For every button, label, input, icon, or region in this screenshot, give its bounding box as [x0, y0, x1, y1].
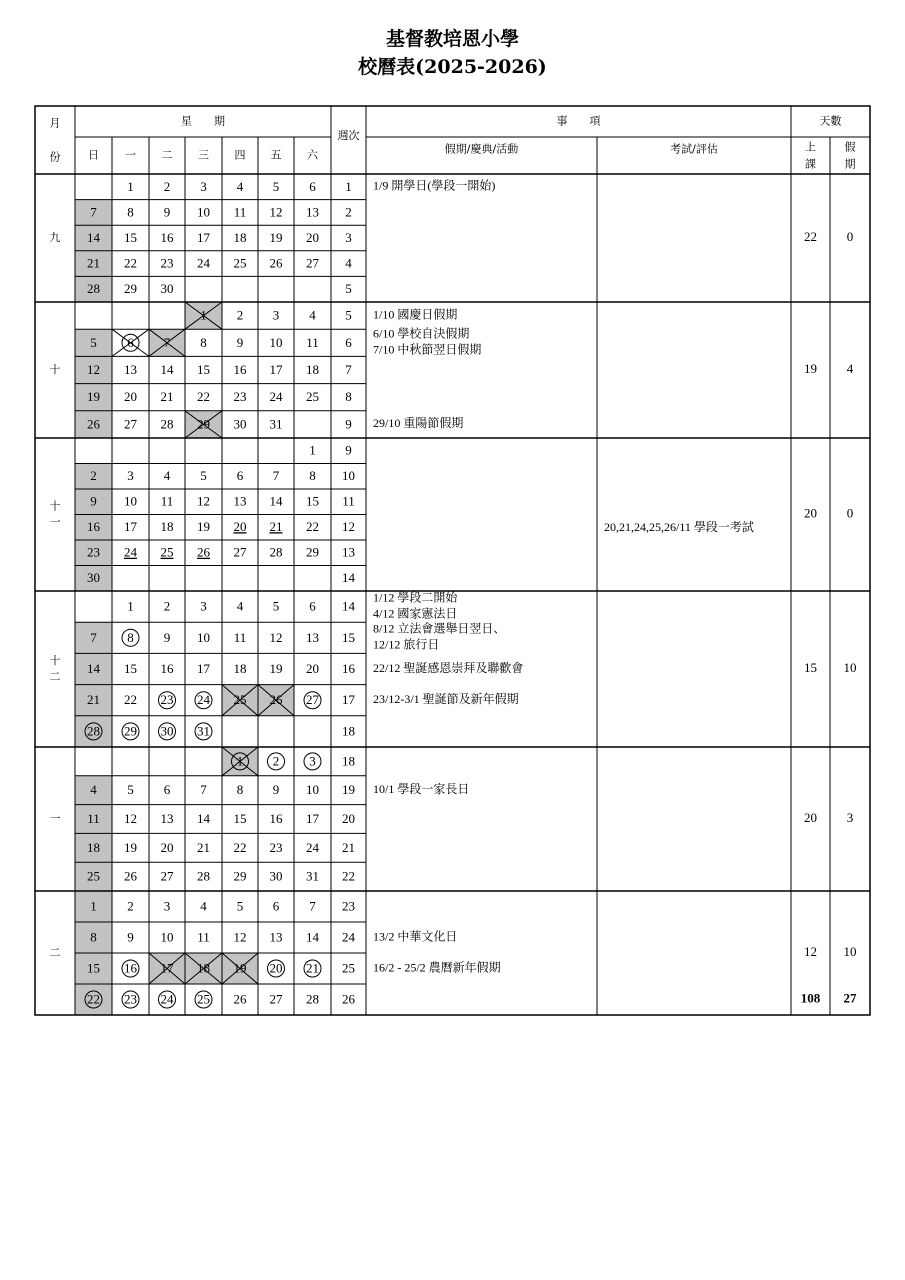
month-header: 月 — [49, 116, 61, 130]
calendar-date: 26 — [87, 416, 100, 432]
calendar-date: 8 — [90, 929, 97, 945]
calendar-date: 10 — [269, 334, 283, 350]
calendar-date: 15 — [233, 810, 247, 826]
calendar-date: 24 — [269, 389, 283, 405]
week-number: 14 — [342, 570, 355, 586]
calendar-date: 31 — [197, 723, 210, 739]
holiday-days-count: 0 — [846, 228, 854, 244]
calendar-date: 12 — [269, 204, 283, 220]
calendar-date: 24 — [124, 544, 137, 560]
calendar-date: 14 — [160, 361, 174, 377]
event-text: 13/2 中華文化日 — [373, 929, 458, 944]
calendar-date: 9 — [272, 782, 280, 798]
event-text: 1/10 國慶日假期 — [373, 307, 458, 322]
calendar-date: 21 — [87, 692, 100, 708]
calendar-date: 11 — [233, 629, 247, 645]
week-number: 5 — [345, 307, 352, 323]
calendar-date: 5 — [272, 598, 280, 614]
calendar-date: 17 — [124, 519, 137, 535]
event-text: 1/12 學段二開始 — [373, 590, 458, 605]
week-number-header: 週次 — [337, 129, 360, 142]
calendar-date: 1 — [309, 442, 316, 458]
calendar-date: 1 — [200, 307, 207, 323]
week-number: 5 — [345, 281, 352, 297]
calendar-date: 18 — [233, 660, 247, 676]
calendar-date: 16 — [124, 960, 137, 976]
calendar-date: 13 — [306, 629, 319, 645]
calendar-date: 22 — [233, 839, 247, 855]
week-number: 10 — [342, 468, 355, 484]
calendar-date: 4 — [236, 598, 244, 614]
calendar-date: 18 — [87, 839, 100, 855]
calendar-date: 14 — [87, 660, 100, 676]
calendar-date: 10 — [197, 629, 210, 645]
calendar-date: 21 — [306, 960, 319, 976]
calendar-date: 19 — [197, 519, 210, 535]
calendar-date: 29 — [306, 544, 319, 560]
calendar-date: 16 — [160, 660, 174, 676]
week-number: 18 — [342, 723, 355, 739]
calendar-date: 25 — [160, 544, 174, 560]
calendar-date: 21 — [160, 389, 174, 405]
calendar-date: 8 — [236, 782, 244, 798]
calendar-date: 17 — [160, 960, 174, 976]
calendar-date: 6 — [272, 898, 280, 914]
calendar-date: 27 — [306, 692, 319, 708]
calendar-date: 15 — [124, 229, 137, 245]
calendar-date: 13 — [269, 929, 283, 945]
calendar-date: 27 — [306, 255, 319, 271]
calendar-title: 校曆表(2025-2026) — [358, 56, 547, 78]
calendar-date: 15 — [197, 361, 210, 377]
calendar-date: 7 — [272, 468, 280, 484]
week-number: 15 — [342, 629, 355, 645]
calendar-date: 28 — [306, 991, 319, 1007]
calendar-date: 17 — [197, 660, 210, 676]
week-number: 11 — [342, 493, 355, 509]
calendar-date: 20 — [160, 839, 174, 855]
calendar-date: 8 — [200, 334, 207, 350]
week-number: 8 — [345, 389, 352, 405]
calendar-date: 16 — [233, 361, 247, 377]
month-name: 二 — [49, 946, 61, 959]
week-number: 16 — [342, 660, 355, 676]
week-number: 23 — [342, 898, 355, 914]
weekday-header: 二 — [161, 148, 173, 162]
days-group-header: 天數 — [819, 114, 842, 128]
calendar-date: 20 — [233, 519, 247, 535]
calendar-date: 2 — [163, 178, 171, 194]
calendar-date: 2 — [272, 753, 280, 769]
calendar-date: 10 — [160, 929, 174, 945]
week-number: 14 — [342, 598, 355, 614]
calendar-date: 26 — [269, 692, 283, 708]
calendar-date: 26 — [124, 868, 137, 884]
exams-column-header: 考試/評估 — [670, 142, 718, 156]
week-number: 7 — [345, 361, 352, 377]
weekday-header: 四 — [234, 148, 246, 162]
calendar-date: 28 — [160, 416, 174, 432]
event-text: 16/2 - 25/2 農曆新年假期 — [373, 960, 501, 975]
total-holiday-days: 27 — [843, 990, 857, 1006]
school-days-count: 22 — [804, 228, 817, 244]
week-number: 4 — [345, 255, 352, 271]
calendar-date: 6 — [127, 334, 134, 350]
school-days-count: 20 — [804, 505, 817, 521]
calendar-date: 5 — [127, 782, 134, 798]
event-text: 4/12 國家憲法日 — [373, 606, 458, 621]
calendar-date: 23 — [269, 839, 283, 855]
calendar-date: 30 — [233, 416, 247, 432]
calendar-date: 6 — [163, 782, 171, 798]
calendar-date: 17 — [306, 810, 319, 826]
calendar-date: 25 — [306, 389, 319, 405]
week-number: 18 — [342, 753, 355, 769]
school-name: 基督教培恩小學 — [385, 28, 519, 50]
calendar-date: 7 — [309, 898, 316, 914]
calendar-date: 6 — [236, 468, 244, 484]
calendar-date: 22 — [306, 519, 319, 535]
calendar-date: 26 — [197, 544, 210, 560]
calendar-date: 11 — [233, 204, 247, 220]
calendar-date: 13 — [124, 361, 137, 377]
holiday-days-count: 10 — [843, 943, 857, 959]
calendar-date: 4 — [90, 782, 97, 798]
calendar-date: 9 — [163, 204, 171, 220]
calendar-date: 7 — [200, 782, 207, 798]
calendar-date: 28 — [87, 723, 100, 739]
calendar-date: 20 — [306, 660, 319, 676]
holiday-days-header: 期 — [844, 157, 856, 171]
holidays-column-header: 假期/慶典/活動 — [444, 142, 519, 156]
calendar-date: 28 — [197, 868, 210, 884]
weekday-header: 三 — [198, 148, 209, 162]
calendar-date: 18 — [197, 960, 210, 976]
calendar-date: 13 — [233, 493, 247, 509]
calendar-date: 18 — [160, 519, 174, 535]
month-name: 十 — [49, 363, 61, 376]
week-number: 1 — [345, 178, 352, 194]
month-name: 二 — [49, 670, 61, 683]
calendar-date: 27 — [124, 416, 137, 432]
calendar-date: 4 — [309, 307, 316, 323]
calendar-date: 6 — [309, 178, 316, 194]
school-days-count: 20 — [804, 809, 817, 825]
calendar-date: 25 — [233, 692, 247, 708]
week-number: 13 — [342, 544, 355, 560]
calendar-date: 13 — [306, 204, 319, 220]
calendar-date: 30 — [160, 723, 174, 739]
calendar-date: 5 — [272, 178, 280, 194]
calendar-date: 18 — [233, 229, 247, 245]
calendar-date: 9 — [236, 334, 244, 350]
calendar-date: 17 — [197, 229, 210, 245]
calendar-date: 19 — [87, 389, 100, 405]
week-number: 25 — [342, 960, 355, 976]
calendar-date: 16 — [87, 519, 100, 535]
calendar-date: 31 — [306, 868, 319, 884]
calendar-date: 18 — [306, 361, 319, 377]
calendar-date: 29 — [124, 281, 137, 297]
event-text: 22/12 聖誕感恩崇拜及聯歡會 — [373, 660, 524, 675]
calendar-date: 1 — [90, 898, 97, 914]
holiday-days-count: 0 — [846, 505, 854, 521]
event-text: 6/10 學校自決假期 — [373, 326, 470, 341]
weekday-header: 六 — [307, 148, 318, 162]
calendar-date: 23 — [87, 544, 100, 560]
calendar-date: 5 — [236, 898, 244, 914]
calendar-date: 3 — [127, 468, 134, 484]
calendar-date: 27 — [233, 544, 247, 560]
calendar-date: 1 — [127, 598, 134, 614]
week-number: 19 — [342, 782, 355, 798]
calendar-date: 8 — [127, 204, 134, 220]
week-number: 2 — [345, 204, 352, 220]
calendar-date: 13 — [160, 810, 174, 826]
school-days-header: 上 — [805, 140, 816, 154]
calendar-date: 7 — [90, 204, 97, 220]
calendar-date: 20 — [306, 229, 319, 245]
holiday-days-header: 假 — [844, 140, 856, 154]
calendar-date: 22 — [124, 255, 137, 271]
month-name: 一 — [49, 812, 61, 825]
calendar-date: 27 — [269, 991, 283, 1007]
calendar-date: 16 — [269, 810, 283, 826]
calendar-date: 25 — [87, 868, 100, 884]
calendar-date: 3 — [272, 307, 280, 323]
calendar-date: 5 — [200, 468, 207, 484]
calendar-date: 4 — [236, 178, 244, 194]
calendar-date: 12 — [87, 361, 100, 377]
event-text: 8/12 立法會選舉日翌日、 — [373, 621, 506, 636]
calendar-date: 30 — [87, 570, 100, 586]
calendar-date: 16 — [160, 229, 174, 245]
school-days-count: 12 — [804, 943, 817, 959]
month-header: 份 — [49, 150, 61, 164]
holiday-days-count: 10 — [843, 659, 857, 675]
calendar-date: 4 — [200, 898, 207, 914]
calendar-date: 14 — [87, 229, 100, 245]
event-text: 1/9 開學日(學段一開始) — [373, 178, 496, 193]
calendar-date: 23 — [160, 692, 174, 708]
calendar-date: 19 — [269, 660, 283, 676]
weekday-group-header: 星 期 — [181, 114, 225, 128]
event-text: 7/10 中秋節翌日假期 — [373, 342, 482, 357]
calendar-date: 17 — [269, 361, 283, 377]
calendar-date: 30 — [269, 868, 283, 884]
calendar-date: 22 — [124, 692, 137, 708]
week-number: 20 — [342, 810, 355, 826]
calendar-date: 26 — [233, 991, 247, 1007]
calendar-date: 24 — [197, 255, 210, 271]
calendar-date: 3 — [200, 178, 207, 194]
calendar-date: 11 — [160, 493, 174, 509]
holiday-days-count: 3 — [846, 809, 854, 825]
calendar-date: 10 — [197, 204, 210, 220]
calendar-date: 6 — [309, 598, 316, 614]
calendar-date: 14 — [197, 810, 210, 826]
event-text: 23/12-3/1 聖誕節及新年假期 — [373, 691, 519, 706]
calendar-date: 11 — [197, 929, 210, 945]
week-number: 26 — [342, 991, 355, 1007]
calendar-date: 11 — [306, 334, 319, 350]
calendar-date: 22 — [197, 389, 210, 405]
week-number: 3 — [345, 229, 352, 245]
calendar-date: 20 — [269, 960, 283, 976]
calendar-date: 25 — [233, 255, 247, 271]
calendar-date: 1 — [236, 753, 244, 769]
calendar-date: 19 — [233, 960, 247, 976]
holiday-days-count: 4 — [846, 360, 854, 376]
calendar-date: 12 — [197, 493, 210, 509]
week-number: 12 — [342, 519, 355, 535]
calendar-date: 2 — [163, 598, 171, 614]
calendar-date: 21 — [87, 255, 100, 271]
calendar-date: 2 — [90, 468, 97, 484]
calendar-date: 9 — [90, 493, 97, 509]
calendar-date: 10 — [124, 493, 137, 509]
weekday-header: 一 — [125, 148, 136, 162]
calendar-date: 2 — [236, 307, 244, 323]
calendar-date: 11 — [87, 810, 100, 826]
calendar-date: 28 — [269, 544, 283, 560]
calendar-date: 26 — [269, 255, 283, 271]
calendar-date: 29 — [197, 416, 210, 432]
calendar-date: 3 — [163, 898, 171, 914]
calendar-date: 14 — [306, 929, 319, 945]
month-name: 九 — [49, 231, 61, 244]
calendar-date: 19 — [124, 839, 137, 855]
calendar-date: 29 — [124, 723, 137, 739]
weekday-header: 日 — [88, 148, 99, 162]
week-number: 22 — [342, 868, 355, 884]
calendar-date: 29 — [233, 868, 247, 884]
week-number: 9 — [345, 416, 352, 432]
calendar-date: 19 — [269, 229, 283, 245]
month-name: 十 — [49, 654, 61, 667]
calendar-date: 3 — [309, 753, 316, 769]
calendar-date: 15 — [306, 493, 319, 509]
calendar-date: 7 — [90, 629, 97, 645]
total-school-days: 108 — [800, 990, 821, 1006]
calendar-date: 9 — [127, 929, 134, 945]
event-text: 29/10 重陽節假期 — [373, 416, 464, 431]
week-number: 9 — [345, 442, 352, 458]
calendar-date: 24 — [306, 839, 319, 855]
week-number: 24 — [342, 929, 355, 945]
calendar-date: 25 — [197, 991, 210, 1007]
calendar-date: 8 — [127, 629, 134, 645]
calendar-date: 27 — [160, 868, 174, 884]
calendar-date: 15 — [87, 960, 100, 976]
events-group-header: 事 項 — [556, 114, 601, 128]
calendar-date: 21 — [269, 519, 283, 535]
calendar-date: 23 — [233, 389, 247, 405]
calendar-date: 30 — [160, 281, 174, 297]
calendar-date: 12 — [269, 629, 283, 645]
event-text: 10/1 學段一家長日 — [373, 781, 470, 796]
calendar-date: 31 — [269, 416, 283, 432]
calendar-date: 15 — [124, 660, 137, 676]
calendar-date: 4 — [163, 468, 171, 484]
calendar-date: 9 — [163, 629, 171, 645]
calendar-date: 7 — [163, 334, 171, 350]
week-number: 17 — [342, 692, 355, 708]
exam-text: 20,21,24,25,26/11 學段一考試 — [604, 520, 754, 534]
calendar-date: 12 — [233, 929, 247, 945]
calendar-date: 1 — [127, 178, 134, 194]
school-days-count: 15 — [804, 659, 817, 675]
calendar-date: 20 — [124, 389, 137, 405]
week-number: 6 — [345, 334, 352, 350]
calendar-date: 3 — [200, 598, 207, 614]
calendar-date: 8 — [309, 468, 316, 484]
weekday-header: 五 — [270, 148, 282, 162]
calendar-date: 14 — [269, 493, 283, 509]
calendar-date: 10 — [306, 782, 319, 798]
school-days-header: 課 — [805, 157, 816, 171]
month-name: 十 — [49, 499, 61, 513]
event-text: 12/12 旅行日 — [373, 637, 440, 652]
calendar-date: 12 — [124, 810, 137, 826]
calendar-date: 24 — [197, 692, 210, 708]
calendar-date: 5 — [90, 334, 97, 350]
week-number: 21 — [342, 839, 355, 855]
school-days-count: 19 — [804, 360, 817, 376]
calendar-date: 22 — [87, 991, 100, 1007]
calendar-date: 24 — [160, 991, 174, 1007]
calendar-date: 21 — [197, 839, 210, 855]
calendar-date: 28 — [87, 281, 100, 297]
calendar-date: 2 — [127, 898, 134, 914]
calendar-date: 23 — [124, 991, 137, 1007]
month-name: 一 — [49, 515, 61, 529]
calendar-date: 23 — [160, 255, 174, 271]
